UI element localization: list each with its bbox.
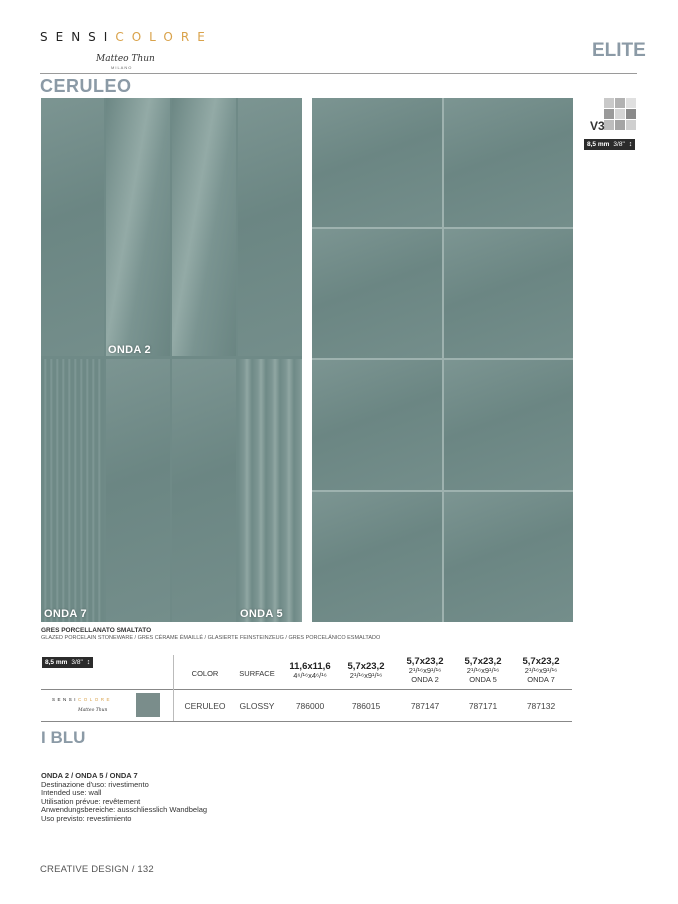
designer-signature: Matteo Thun <box>96 54 155 64</box>
row-code: 787147 <box>410 701 440 711</box>
usage-line: Anwendungsbereiche: ausschliesslich Wandbelag <box>41 805 208 814</box>
row-code: 786000 <box>295 701 325 711</box>
variation-square <box>604 98 614 108</box>
header-divider <box>40 73 637 74</box>
tile <box>312 492 442 622</box>
row-brand-logo <box>52 697 112 702</box>
tile <box>312 360 442 490</box>
size-value: 5,7x23,2 <box>406 656 444 667</box>
variation-square <box>626 98 636 108</box>
brand-logo-right: COLORE <box>115 30 213 44</box>
row-code: 787132 <box>526 701 556 711</box>
tile-photo-left <box>41 98 302 622</box>
size-value: 5,7x23,2 <box>464 656 502 667</box>
size-inch: 2¹/¹⁶x9¹/¹⁶ <box>349 671 383 680</box>
tile <box>444 492 573 622</box>
tile <box>41 98 104 356</box>
tile <box>238 98 302 356</box>
variation-square <box>604 120 614 130</box>
table-header-surface: SURFACE <box>239 669 275 678</box>
thickness-arrow-icon: ↕ <box>628 141 633 148</box>
color-title: CERULEO <box>40 76 132 96</box>
color-swatch <box>136 693 160 717</box>
tile <box>172 98 236 356</box>
variation-square <box>615 120 625 130</box>
usage-title: ONDA 2 / ONDA 5 / ONDA 7 <box>41 771 138 780</box>
size-name: ONDA 7 <box>527 675 555 684</box>
size-name: ONDA 2 <box>411 675 439 684</box>
variation-label: V3 <box>590 119 605 133</box>
thickness-mm: 8,5 mm <box>587 141 610 148</box>
row-brand-right: COLORE <box>78 697 113 702</box>
size-inch: 2¹/¹⁶x9¹/¹⁶ <box>524 666 558 675</box>
row-code: 787171 <box>468 701 498 711</box>
page-footer: CREATIVE DESIGN / 132 <box>40 864 154 875</box>
row-color: CERULEO <box>184 701 226 711</box>
table-thickness-arrow-icon: ↕ <box>86 659 91 666</box>
thickness-badge <box>584 139 635 150</box>
brand-logo-left: SENSI <box>40 30 116 44</box>
size-value: 5,7x23,2 <box>347 661 385 672</box>
tile <box>172 359 236 622</box>
size-name: ONDA 5 <box>469 675 497 684</box>
table-header-size <box>340 662 392 680</box>
row-brand-left: SENSI <box>52 697 79 702</box>
tile-label-onda5: ONDA 5 <box>240 608 283 620</box>
size-value: 5,7x23,2 <box>522 656 560 667</box>
tile <box>312 229 442 358</box>
usage-line: Intended use: wall <box>41 788 102 797</box>
table-thickness-inch: 3/8" <box>71 659 83 666</box>
tile <box>444 98 573 227</box>
tile <box>106 98 170 356</box>
tile <box>444 360 573 490</box>
material-subtitle: GLAZED PORCELAIN STONEWARE / GRES CÉRAME ÉMAILLÉ / GLASIERTE FEINSTEINZEUG / GRES PORCELÁNICO ESMALTADO <box>41 635 381 641</box>
table-header-size <box>284 662 336 680</box>
tile <box>444 229 573 358</box>
usage-notes <box>41 772 207 823</box>
row-surface: GLOSSY <box>239 701 275 711</box>
variation-square <box>604 109 614 119</box>
size-inch: 2¹/¹⁶x9¹/¹⁶ <box>408 666 442 675</box>
variation-square <box>626 120 636 130</box>
collection-title: ELITE <box>592 40 646 61</box>
row-code: 786015 <box>351 701 381 711</box>
variation-square <box>626 109 636 119</box>
table-thickness-badge <box>42 657 93 668</box>
tile <box>312 98 442 227</box>
row-signature: Matteo Thun <box>78 708 108 713</box>
tile-photo-right <box>312 98 573 622</box>
size-inch: 2¹/¹⁶x9¹/¹⁶ <box>466 666 500 675</box>
variation-square <box>615 109 625 119</box>
size-inch: 4⁶/¹⁶x4⁶/¹⁶ <box>293 671 327 680</box>
second-color-title: I BLU <box>41 728 86 747</box>
tile <box>106 359 170 622</box>
usage-line: Uso previsto: revestimiento <box>41 813 132 823</box>
variation-grid-icon <box>604 98 636 130</box>
usage-line: Destinazione d'uso: rivestimento <box>41 779 149 789</box>
thickness-inch: 3/8" <box>613 141 625 148</box>
variation-square <box>615 98 625 108</box>
tile-label-onda2: ONDA 2 <box>108 344 151 356</box>
material-title: GRES PORCELLANATO SMALTATO <box>41 627 152 634</box>
brand-logo <box>40 30 213 44</box>
table-bottom-divider <box>41 721 572 722</box>
table-header-size <box>457 657 509 684</box>
designer-signature-sub: MILANO <box>111 65 133 70</box>
size-value: 11,6x11,6 <box>289 661 331 672</box>
tile <box>238 359 302 622</box>
tile-label-onda7: ONDA 7 <box>44 608 87 620</box>
table-thickness-mm: 8,5 mm <box>45 659 68 666</box>
table-header-color: COLOR <box>191 669 219 678</box>
table-column-divider <box>173 655 174 721</box>
tile <box>41 359 104 622</box>
table-header-divider <box>41 689 572 690</box>
usage-line: Utilisation prévue: revêtement <box>41 796 141 806</box>
table-header-size <box>515 657 567 684</box>
table-header-size <box>399 657 451 684</box>
